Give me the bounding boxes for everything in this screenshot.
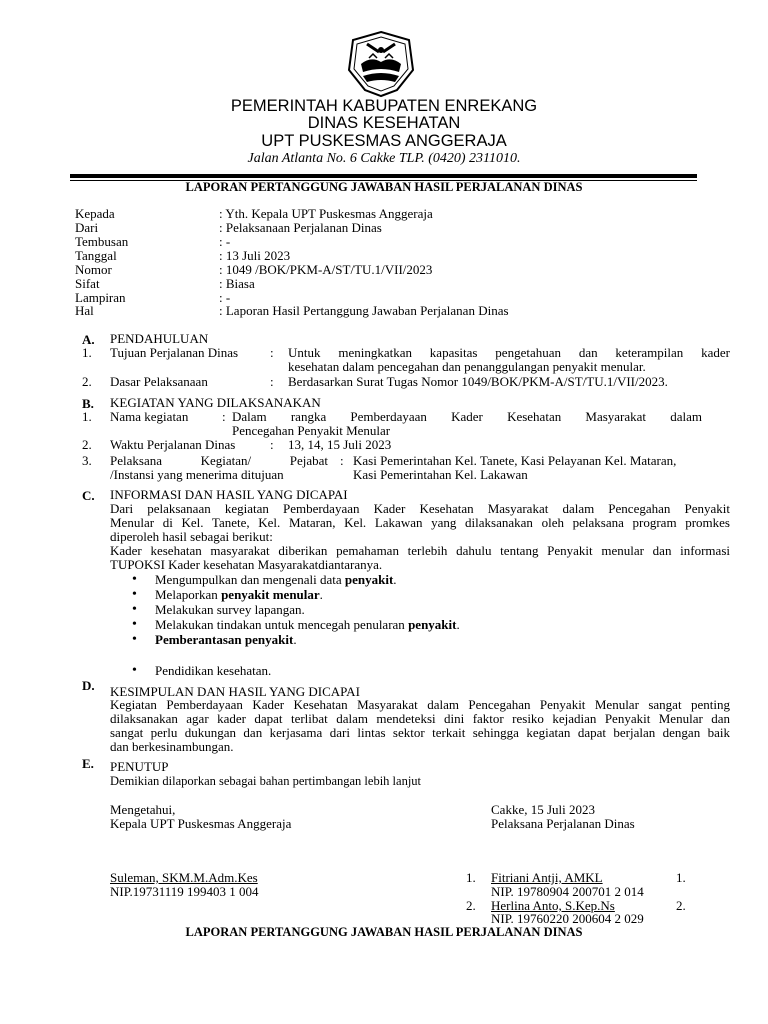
list-item: • Melakukan tindakan untuk mencegah penularan penyakit. xyxy=(155,618,460,632)
list-number: 3. xyxy=(82,453,92,468)
officer-nip: NIP. 19780904 200701 2 014 xyxy=(491,884,644,899)
meta-value: : - xyxy=(219,234,231,249)
paragraph-line: Kegiatan Pemberdayaan Kader Kesehatan Masyarakat dalam Pencegahan Penyakit Menular sangat penting xyxy=(110,697,730,712)
header-address: Jalan Atlanta No. 6 Cakke TLP. (0420) 2311010. xyxy=(247,151,521,166)
meta-label: Nomor xyxy=(75,262,112,277)
paragraph-line: sangat perlu dukungan dan kerjasama dari lintas sektor terkait sehingga kegiatan dapat berjalan dengan baik xyxy=(110,725,730,740)
government-name: PEMERINTAH KABUPATEN ENREKANG xyxy=(230,97,538,115)
section-e-letter: E. xyxy=(82,756,94,771)
list-number: 1. xyxy=(82,345,92,360)
approval-label: Mengetahui, xyxy=(110,802,176,817)
item-value: Pencegahan Penyakit Menular xyxy=(232,423,391,438)
item-value: Berdasarkan Surat Tugas Nomor 1049/BOK/PKM-A/ST/TU.1/VII/2023. xyxy=(288,374,668,389)
officer-name: Herlina Anto, S.Kep.Ns xyxy=(491,898,615,913)
paragraph-line: diperoleh hasil sebagai berikut: xyxy=(110,529,273,544)
section-a-title: PENDAHULUAN xyxy=(110,331,209,346)
item-colon: : xyxy=(270,374,274,389)
meta-label: Dari xyxy=(75,220,99,235)
header-divider-thick xyxy=(70,174,697,178)
meta-value: : - xyxy=(219,290,231,305)
approver-name: Suleman, SKM.M.Adm.Kes xyxy=(110,870,258,885)
unit-name: UPT PUSKESMAS ANGGERAJA xyxy=(261,132,507,150)
approver-position: Kepala UPT Puskesmas Anggeraja xyxy=(110,816,292,831)
item-colon: : xyxy=(222,409,226,424)
meta-label: Kepada xyxy=(75,206,115,221)
paragraph-line: Kader kesehatan masyarakat diberikan pemahaman terlebih dahulu tentang Penyakit menular dan informasi xyxy=(110,543,730,558)
paragraph-line: dilaksanakan agar kader dapat terlibat dalam mendeteksi dini faktor resiko kejadian Penyakit Menular dan xyxy=(110,711,730,726)
executor-title: Pelaksana Perjalanan Dinas xyxy=(491,816,635,831)
section-e-title: PENUTUP xyxy=(110,759,169,774)
department-name: DINAS KESEHATAN xyxy=(307,114,461,132)
list-item: • Melakukan survey lapangan. xyxy=(155,603,305,617)
item-value: Kasi Pemerintahan Kel. Tanete, Kasi Pelayanan Kel. Mataran, xyxy=(353,453,677,468)
list-number: 2. xyxy=(466,898,476,913)
officer-nip: NIP. 19760220 200604 2 029 xyxy=(491,911,644,926)
meta-value: : Laporan Hasil Pertanggung Jawaban Perjalanan Dinas xyxy=(219,303,509,318)
section-c-letter: C. xyxy=(82,488,95,503)
meta-value: : Yth. Kepala UPT Puskesmas Anggeraja xyxy=(219,206,433,221)
item-label: /Instansi yang menerima ditujuan xyxy=(110,467,284,482)
item-label: Waktu Perjalanan Dinas xyxy=(110,437,236,452)
list-number: 2. xyxy=(82,374,92,389)
paragraph-line: Dari pelaksanaan kegiatan Pemberdayaan Kader Kesehatan Masyarakat dalam Pencegahan Penyakit xyxy=(110,501,730,516)
list-number: 1. xyxy=(82,409,92,424)
item-colon: : xyxy=(270,345,274,360)
section-d-letter: D. xyxy=(82,678,95,693)
place-date: Cakke, 15 Juli 2023 xyxy=(491,802,595,817)
paragraph-line: TUPOKSI Kader kesehatan Masyarakatdiantaranya. xyxy=(110,557,383,572)
section-c-title: INFORMASI DAN HASIL YANG DICAPAI xyxy=(110,487,348,502)
list-item: • Pemberantasan penyakit. xyxy=(155,633,297,647)
meta-label: Lampiran xyxy=(75,290,126,305)
section-a-letter: A. xyxy=(82,332,95,347)
meta-value: : Pelaksanaan Perjalanan Dinas xyxy=(219,220,382,235)
closing-line: Demikian dilaporkan sebagai bahan pertimbangan lebih lanjut xyxy=(110,774,422,788)
meta-value: : 13 Juli 2023 xyxy=(219,248,291,263)
meta-label: Sifat xyxy=(75,276,100,291)
paragraph-line: Menular di Kel. Tanete, Kel. Mataran, Kel. Lakawan yang dilaksanakan oleh pelaksana program promkes xyxy=(110,515,730,530)
item-label: Tujuan Perjalanan Dinas xyxy=(110,345,239,360)
list-item: • Pendidikan kesehatan. xyxy=(155,664,271,678)
item-value: Kasi Pemerintahan Kel. Lakawan xyxy=(353,467,528,482)
section-b-title: KEGIATAN YANG DILAKSANAKAN xyxy=(110,395,321,410)
item-value: Untuk meningkatkan kapasitas pengetahuan dan keterampilan kader xyxy=(288,345,730,360)
regency-emblem-logo xyxy=(343,30,419,98)
approver-nip: NIP.19731119 199403 1 004 xyxy=(110,884,259,899)
item-label: Nama kegiatan xyxy=(110,409,189,424)
item-value: Dalam rangka Pemberdayaan Kader Kesehatan Masyarakat dalam xyxy=(232,409,702,424)
item-colon: : xyxy=(270,437,274,452)
meta-label: Tanggal xyxy=(75,248,117,263)
item-colon: : xyxy=(340,453,344,468)
list-number: 2. xyxy=(676,898,686,913)
meta-value: : 1049 /BOK/PKM-A/ST/TU.1/VII/2023 xyxy=(219,262,433,277)
item-label: Dasar Pelaksanaan xyxy=(110,374,208,389)
list-item: • Melaporkan penyakit menular. xyxy=(155,588,323,602)
item-value: 13, 14, 15 Juli 2023 xyxy=(288,437,392,452)
section-b-letter: B. xyxy=(82,396,94,411)
officer-name: Fitriani Antji, AMKL xyxy=(491,870,603,885)
meta-value: : Biasa xyxy=(219,276,255,291)
list-number: 1. xyxy=(466,870,476,885)
section-d-title: KESIMPULAN DAN HASIL YANG DICAPAI xyxy=(110,684,360,699)
meta-label: Tembusan xyxy=(75,234,129,249)
list-item: • Mengumpulkan dan mengenali data penyakit. xyxy=(155,573,397,587)
list-number: 2. xyxy=(82,437,92,452)
paragraph-line: dan berkesinambungan. xyxy=(110,739,234,754)
item-value: kesehatan dalam pencegahan dan penanggulangan penyakit menular. xyxy=(288,359,646,374)
footer-report-title: LAPORAN PERTANGGUNG JAWABAN HASIL PERJALANAN DINAS xyxy=(185,925,583,939)
list-number: 1. xyxy=(676,870,686,885)
item-label: Pelaksana Kegiatan/ Pejabat xyxy=(110,453,328,468)
report-title: LAPORAN PERTANGGUNG JAWABAN HASIL PERJALANAN DINAS xyxy=(185,180,583,194)
meta-label: Hal xyxy=(75,303,94,318)
